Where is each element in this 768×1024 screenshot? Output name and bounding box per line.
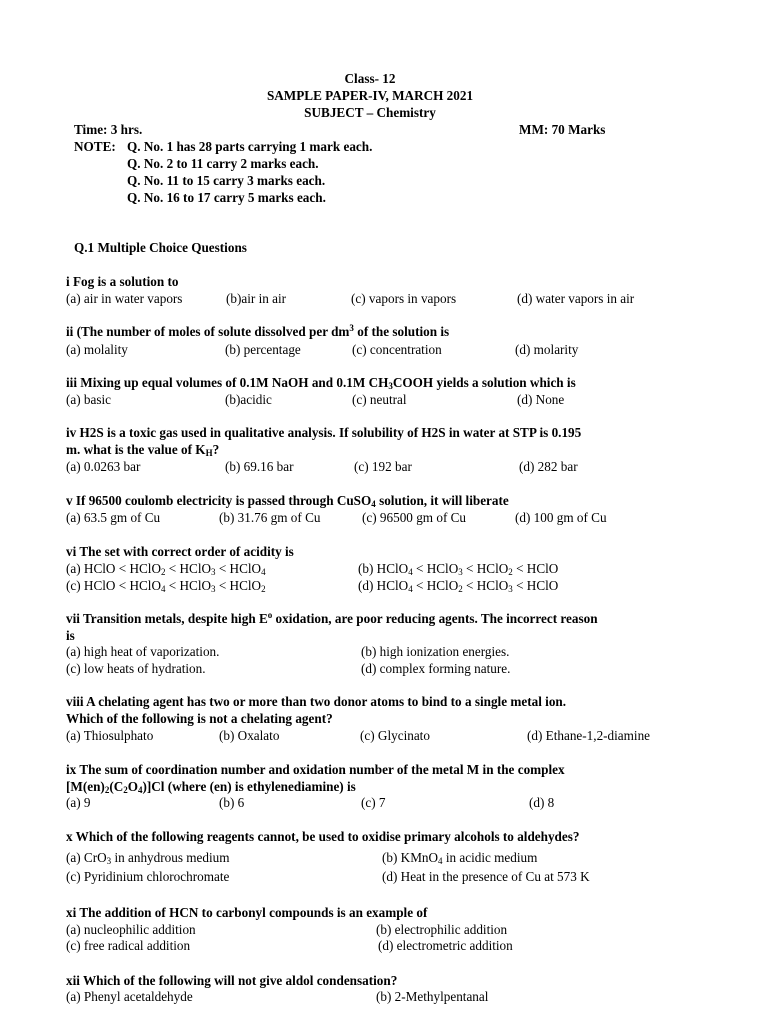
option-c: (c) 7	[361, 795, 386, 810]
max-marks: MM: 70 Marks	[519, 122, 606, 137]
option-b: (b) 2-Methylpentanal	[376, 989, 489, 1004]
note-line: Q. No. 11 to 15 carry 3 marks each.	[127, 173, 326, 188]
option-c: (c) 96500 gm of Cu	[362, 510, 467, 525]
question-text: v If 96500 coulomb electricity is passed through CuSO$_4$ solution, it will liberate	[66, 493, 509, 509]
question-text: ix The sum of coordination number and oxidation number of the metal M in the complex	[66, 762, 565, 777]
question-text-cont: is	[66, 628, 75, 643]
option-a: (a) high heat of vaporization.	[66, 644, 220, 659]
option-c: (c) vapors in vapors	[351, 291, 457, 306]
question-text: x Which of the following reagents cannot, be used to oxidise primary alcohols to aldehydes?	[66, 829, 580, 844]
note-line: Q. No. 1 has 28 parts carrying 1 mark each.	[127, 139, 373, 154]
question-text: xi The addition of HCN to carbonyl compounds is an example of	[66, 905, 428, 920]
option-d: (d) None	[517, 392, 565, 407]
option-c: (c) neutral	[352, 392, 407, 407]
option-c: (c) 192 bar	[354, 459, 412, 474]
option-b: (b) Oxalato	[219, 728, 280, 743]
question-text: iii Mixing up equal volumes of 0.1M NaOH and 0.1M $CH_3COOH$ yields a solution which is	[66, 375, 576, 391]
option-b: (b) 69.16 bar	[225, 459, 294, 474]
note-line: Q. No. 2 to 11 carry 2 marks each.	[127, 156, 319, 171]
question-text: vi The set with correct order of acidity is	[66, 544, 294, 559]
option-c: (c) free radical addition	[66, 938, 191, 953]
option-c: (c) Glycinato	[360, 728, 430, 743]
option-d: (d) molarity	[515, 342, 579, 357]
option-a: (a) 63.5 gm of Cu	[66, 510, 161, 525]
option-a: (a) nucleophilic addition	[66, 922, 196, 937]
question-text: vii Transition metals, despite high $E^o$ oxidation, are poor reducing agents. The incorrect reason	[66, 610, 598, 626]
option-a: (a) air in water vapors	[66, 291, 183, 306]
option-a: (a) basic	[66, 392, 112, 407]
option-d: (d) water vapors in air	[517, 291, 635, 306]
option-b: (b)acidic	[225, 392, 272, 407]
option-d: (d) Heat in the presence of Cu at 573 K	[382, 869, 590, 884]
option-a: (a) CrO$_3$ in anhydrous medium	[66, 850, 230, 866]
time-label: Time: 3 hrs.	[74, 122, 143, 137]
option-d: (d) HClO$_4$ < HClO$_2$ < HClO$_3$ < HClO	[358, 578, 559, 594]
option-b: (b) 31.76 gm of Cu	[219, 510, 321, 525]
question-text: i Fog is a solution to	[66, 274, 179, 289]
option-b: (b) KMnO$_4$ in acidic medium	[382, 850, 538, 866]
option-b: (b) percentage	[225, 342, 301, 357]
section-title: Q.1 Multiple Choice Questions	[74, 240, 247, 255]
option-c: (c) HClO < HClO$_4$ < HClO$_3$ < HClO$_2$	[66, 578, 266, 594]
option-d: (d) 8	[529, 795, 555, 810]
class-title: Class- 12	[344, 71, 396, 86]
note-line: Q. No. 16 to 17 carry 5 marks each.	[127, 190, 326, 205]
option-a: (a) molality	[66, 342, 128, 357]
option-d: (d) complex forming nature.	[361, 661, 511, 676]
note-label: NOTE:	[74, 139, 116, 154]
option-d: (d) electrometric addition	[378, 938, 513, 953]
question-text: viii A chelating agent has two or more than two donor atoms to bind to a single metal ion.	[66, 694, 567, 709]
option-d: (d) 100 gm of Cu	[515, 510, 607, 525]
option-a: (a) Thiosulphato	[66, 728, 154, 743]
question-text-cont: $[M(en)_2(C_2O_4)]Cl$ (where (en) is ethylenediamine) is	[66, 779, 356, 795]
option-d: (d) Ethane-1,2-diamine	[527, 728, 651, 743]
option-c: (c) Pyridinium chlorochromate	[66, 869, 230, 884]
question-text: ii (The number of moles of solute dissolved per $dm^3$ of the solution is	[66, 323, 450, 339]
option-b: (b) high ionization energies.	[361, 644, 510, 659]
question-text: xii Which of the following will not give aldol condensation?	[66, 973, 398, 988]
option-d: (d) 282 bar	[519, 459, 578, 474]
option-a: (a) HClO < HClO$_2$ < HClO$_3$ < HClO$_4$	[66, 561, 266, 577]
subject-title: SUBJECT – Chemistry	[304, 105, 436, 120]
option-a: (a) Phenyl acetaldehyde	[66, 989, 193, 1004]
question-text-cont: m. what is the value of $K_H$?	[66, 442, 220, 458]
option-b: (b) electrophilic addition	[376, 922, 508, 937]
option-b: (b) 6	[219, 795, 245, 810]
option-b: (b)air in air	[226, 291, 287, 306]
paper-title: SAMPLE PAPER-IV, MARCH 2021	[266, 88, 474, 103]
option-c: (c) concentration	[352, 342, 442, 357]
question-text-cont: Which of the following is not a chelating agent?	[66, 711, 333, 726]
option-a: (a) 9	[66, 795, 91, 810]
option-c: (c) low heats of hydration.	[66, 661, 206, 676]
question-text: iv H2S is a toxic gas used in qualitative analysis. If solubility of H2S in water at STP is 0.195	[66, 425, 582, 440]
option-b: (b) HClO$_4$ < HClO$_3$ < HClO$_2$ < HClO	[358, 561, 559, 577]
option-a: (a) 0.0263 bar	[66, 459, 141, 474]
